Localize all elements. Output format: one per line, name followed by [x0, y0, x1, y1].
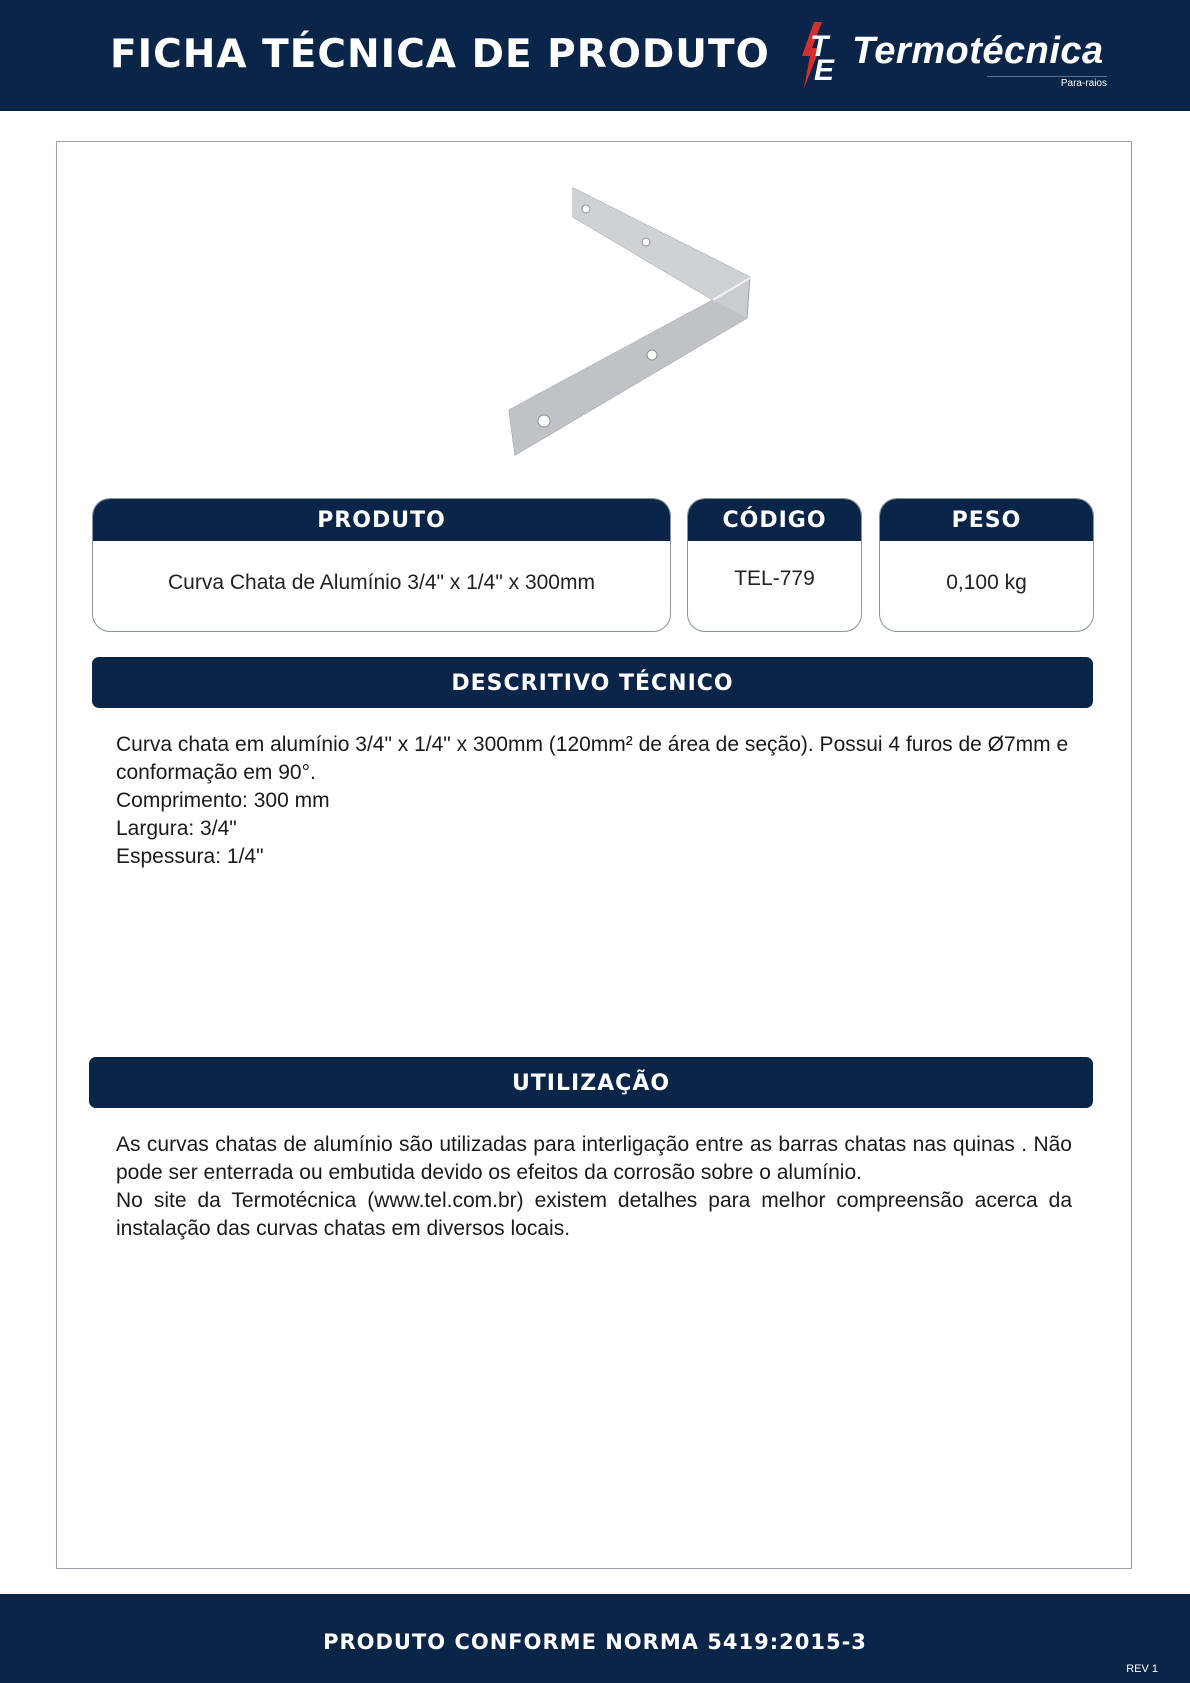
descritivo-line: Curva chata em alumínio 3/4" x 1/4" x 300mm (120mm² de área de seção). Possui 4 furos de Ø7mm e conformação em 90°. — [116, 733, 1069, 784]
descritivo-line: Espessura: 1/4" — [116, 845, 264, 868]
svg-text:T: T — [810, 30, 829, 63]
descritivo-line: Comprimento: 300 mm — [116, 789, 330, 812]
peso-box — [879, 498, 1094, 632]
logo-tagline: Para-raios — [987, 76, 1107, 89]
svg-text:E: E — [814, 54, 835, 87]
peso-value: 0,100 kg — [946, 571, 1027, 594]
utilizacao-heading: UTILIZAÇÃO — [89, 1057, 1093, 1108]
descritivo-heading: DESCRITIVO TÉCNICO — [92, 657, 1093, 708]
codigo-value: TEL-779 — [734, 567, 815, 590]
produto-box — [92, 498, 671, 632]
product-image — [0, 0, 1190, 500]
norma-text: PRODUTO CONFORME NORMA 5419:2015-3 — [323, 1630, 867, 1654]
peso-label: PESO — [880, 499, 1093, 541]
footer-bar — [0, 1594, 1190, 1683]
utilizacao-paragraph: As curvas chatas de alumínio são utilizadas para interligação entre as barras chatas nas quinas . Não pode ser enterrada ou embutida devido os efeitos da corrosão sobre o alumínio. — [116, 1133, 1072, 1184]
revision-label: REV 1 — [1126, 1663, 1158, 1675]
descritivo-text — [116, 731, 1072, 871]
utilizacao-text — [116, 1131, 1072, 1243]
logo-brand-name: Termotécnica — [852, 30, 1104, 72]
produto-value: Curva Chata de Alumínio 3/4" x 1/4" x 300mm — [168, 571, 595, 594]
page-title: FICHA TÉCNICA DE PRODUTO — [110, 32, 770, 77]
descritivo-line: Largura: 3/4" — [116, 817, 237, 840]
utilizacao-paragraph: No site da Termotécnica (www.tel.com.br) existem detalhes para melhor compreensão acerca da instalação das curvas chatas em diversos locais. — [116, 1189, 1072, 1240]
codigo-label: CÓDIGO — [688, 499, 861, 541]
codigo-box — [687, 498, 862, 632]
produto-label: PRODUTO — [93, 499, 670, 541]
